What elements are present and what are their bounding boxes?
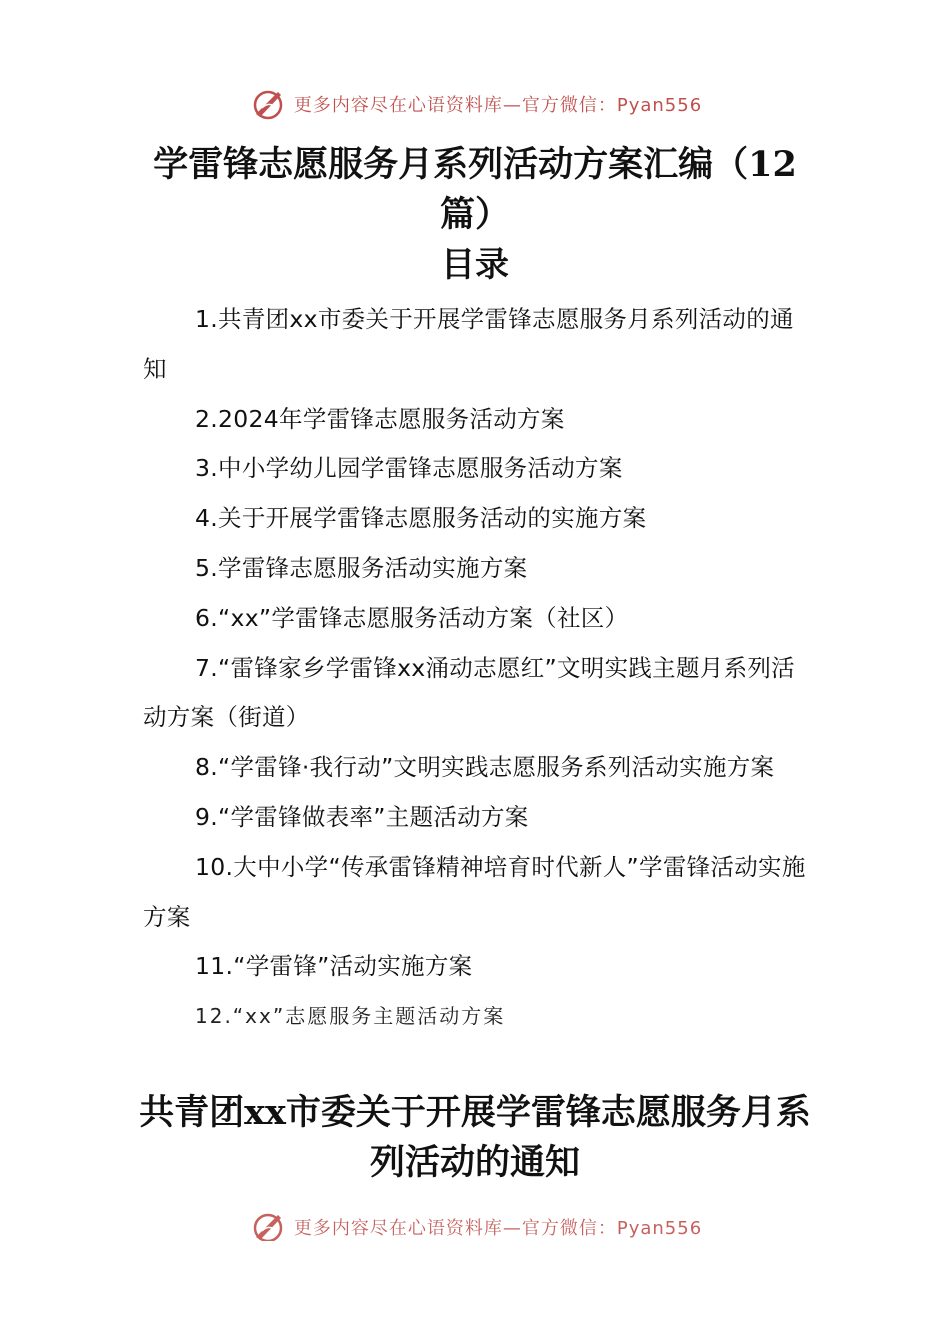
toc-item: 4.关于开展学雷锋志愿服务活动的实施方案 (195, 504, 647, 533)
toc-item: 1.共青团xx市委关于开展学雷锋志愿服务月系列活动的通知 (143, 305, 794, 383)
toc-heading: 目录 (441, 245, 509, 285)
pen-logo-icon (248, 1207, 288, 1241)
toc-item: 10.大中小学“传承雷锋精神培育时代新人”学雷锋活动实施方案 (143, 852, 806, 931)
toc-item: 9.“学雷锋做表率”主题活动方案 (195, 802, 529, 831)
watermark-banner-top (0, 84, 950, 124)
table-of-contents (143, 295, 808, 1042)
toc-item: 2.2024年学雷锋志愿服务活动方案 (195, 404, 565, 433)
toc-item: 5.学雷锋志愿服务活动实施方案 (195, 553, 528, 582)
watermark-text: 更多内容尽在心语资料库—官方微信：Pyan556 (293, 95, 703, 116)
section-title: 共青团xx市委关于开展学雷锋志愿服务月系列活动的通知 (139, 1092, 811, 1183)
watermark-text: 更多内容尽在心语资料库—官方微信：Pyan556 (293, 1218, 703, 1239)
document-title: 学雷锋志愿服务月系列活动方案汇编（12篇） (153, 144, 797, 235)
toc-item: 8.“学雷锋·我行动”文明实践志愿服务系列活动实施方案 (195, 753, 775, 782)
toc-item: 12.“xx”志愿服务主题活动方案 (195, 1004, 506, 1029)
toc-item: 6.“xx”学雷锋志愿服务活动方案（社区） (195, 603, 629, 632)
toc-item: 3.中小学幼儿园学雷锋志愿服务活动方案 (195, 454, 623, 483)
toc-item: 7.“雷锋家乡学雷锋xx涌动志愿红”文明实践主题月系列活动方案（街道） (143, 653, 795, 732)
pen-logo-icon (248, 84, 288, 124)
watermark-banner-bottom (0, 1205, 950, 1241)
toc-item: 11.“学雷锋”活动实施方案 (195, 952, 473, 981)
